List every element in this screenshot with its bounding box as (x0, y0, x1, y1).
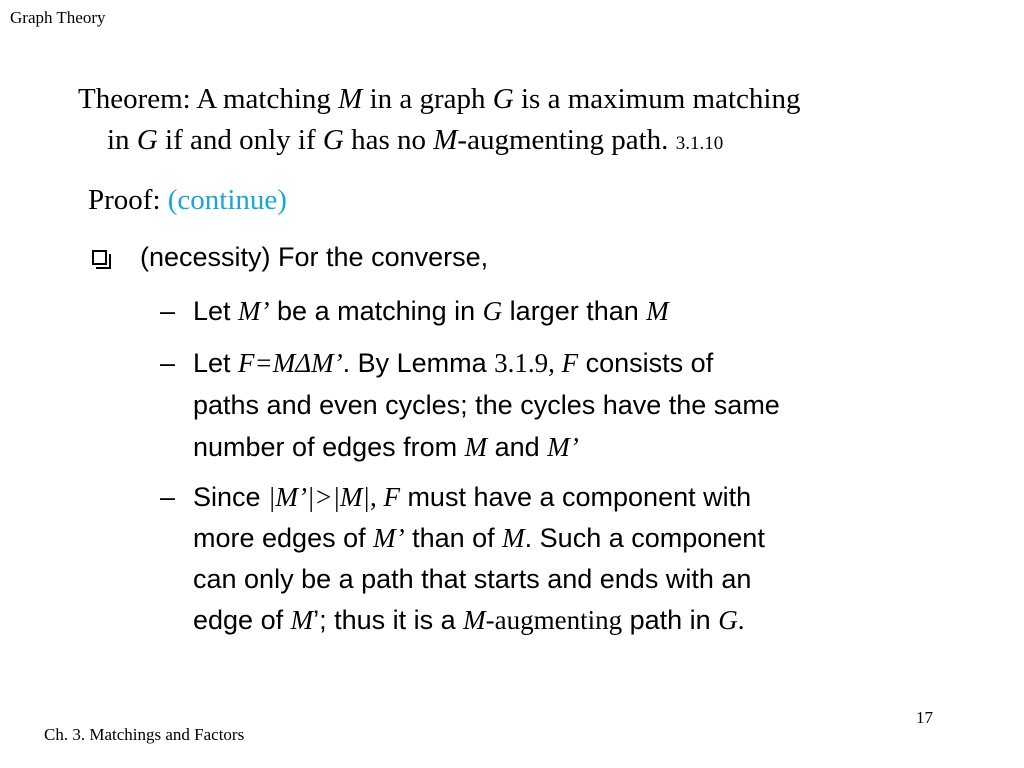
augmenting-term: -augmenting (485, 605, 623, 635)
subpoint-2-line-3 (193, 432, 579, 463)
subpoint-2-line-1 (193, 348, 713, 379)
formula-symmetric-difference: F=MΔM’ (238, 348, 343, 378)
text: larger than (502, 296, 647, 326)
page-number: 17 (916, 708, 933, 727)
proof-label: Proof: (88, 184, 168, 216)
theorem-text: has no (343, 124, 434, 156)
symbol-m: M (464, 432, 488, 462)
text: Let (193, 296, 239, 326)
symbol-g: G (482, 296, 503, 326)
symbol-m: M (463, 605, 486, 635)
lemma-reference: 3.1.9 (494, 348, 549, 378)
subpoint-1 (193, 296, 669, 327)
dash-bullet: – (160, 482, 176, 512)
checkbox-bullet-icon (92, 250, 107, 265)
dash-bullet: – (160, 348, 176, 378)
subpoint-3-line-4 (193, 605, 744, 636)
subpoint-3-line-3: can only be a path that starts and ends with an (193, 564, 752, 594)
text: ’; thus it is a (313, 605, 464, 635)
theorem-text: in a graph (362, 83, 493, 115)
text: edge of (193, 605, 291, 635)
symbol-m-prime: M’ (547, 432, 579, 462)
footer-chapter-title: Ch. 3. Matchings and Factors (44, 725, 245, 744)
text: , (369, 482, 384, 512)
symbol-m-prime: M’ (373, 523, 405, 553)
symbol-f: F (383, 482, 400, 512)
symbol-g: G (136, 124, 158, 156)
symbol-m: M (646, 296, 669, 326)
text: consists of (578, 348, 714, 378)
theorem-reference: 3.1.10 (675, 133, 724, 154)
text: must have a component with (399, 482, 752, 512)
text: number of edges from (193, 432, 465, 462)
bullet-text: (necessity) For the converse, (140, 242, 489, 272)
theorem-line-1 (78, 83, 800, 116)
theorem-text: in (107, 124, 137, 156)
text: Let (193, 348, 239, 378)
text: than of (404, 523, 503, 553)
symbol-f: F (561, 348, 579, 378)
subpoint-2-line-2: paths and even cycles; the cycles have the same (193, 390, 780, 420)
text: . Such a component (524, 523, 765, 553)
theorem-line-2 (107, 124, 723, 157)
text: . By Lemma (342, 348, 495, 378)
symbol-m: M (338, 83, 363, 115)
text: path in (622, 605, 719, 635)
subpoint-3-line-1 (193, 482, 751, 513)
symbol-g: G (322, 124, 344, 156)
symbol-m: M (290, 605, 314, 635)
symbol-g: G (718, 605, 738, 635)
text: . (737, 605, 745, 635)
symbol-m-prime: M’ (238, 296, 270, 326)
theorem-text: is a maximum matching (513, 83, 801, 115)
text: and (487, 432, 548, 462)
symbol-g: G (492, 83, 514, 115)
proof-continue-label: (continue) (167, 184, 287, 216)
text: more edges of (193, 523, 374, 553)
text: Since (193, 482, 269, 512)
proof-heading (88, 184, 287, 217)
symbol-m: M (433, 124, 458, 156)
symbol-m: M (502, 523, 525, 553)
theorem-text: if and only if (157, 124, 323, 156)
subpoint-3-line-2 (193, 523, 765, 554)
cardinality-comparison: |M’|>|M| (268, 482, 370, 512)
header-title: Graph Theory (10, 8, 106, 27)
text: be a matching in (269, 296, 483, 326)
theorem-text: -augmenting path. (457, 124, 676, 156)
text: , (548, 348, 562, 378)
dash-bullet: – (160, 296, 176, 326)
theorem-text: Theorem: A matching (78, 83, 339, 115)
